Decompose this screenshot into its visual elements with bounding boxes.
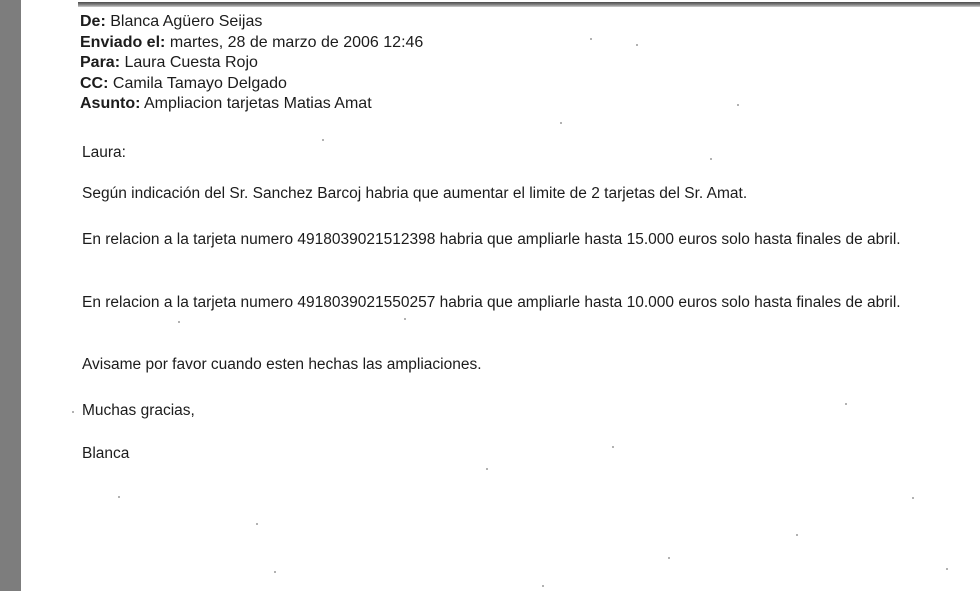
scan-speck <box>178 321 180 323</box>
body-paragraph-4: Avisame por favor cuando esten hechas las ampliaciones. <box>82 356 482 373</box>
scan-speck <box>668 557 670 559</box>
scan-speck <box>737 104 739 106</box>
scan-speck <box>274 571 276 573</box>
subject-line <box>80 94 423 115</box>
from-label: De: <box>80 13 106 30</box>
scan-speck <box>946 568 948 570</box>
to-label: Para: <box>80 54 121 71</box>
email-header <box>80 12 423 115</box>
scan-speck <box>612 446 614 448</box>
body-paragraph-3: En relacion a la tarjeta numero 4918039021550257 habria que ampliarle hasta 10.000 euros solo hasta finales de abril. <box>82 294 901 311</box>
scan-speck <box>912 497 914 499</box>
body-paragraph-1: Según indicación del Sr. Sanchez Barcoj habria que aumentar el limite de 2 tarjetas del Sr. Amat. <box>82 185 748 202</box>
cc-label: CC: <box>80 74 109 92</box>
cc-value: Camila Tamayo Delgado <box>112 74 287 92</box>
subject-value: Ampliacion tarjetas Matias Amat <box>144 95 372 112</box>
to-value: Laura Cuesta Rojo <box>124 54 258 71</box>
sent-label: Enviado el: <box>80 33 166 51</box>
scan-speck <box>845 403 847 405</box>
subject-label: Asunto: <box>80 95 141 112</box>
closing-line: Muchas gracias, <box>82 402 195 419</box>
scan-speck <box>118 496 120 498</box>
to-line <box>80 53 423 74</box>
scan-speck <box>72 411 74 413</box>
scan-speck <box>542 585 544 587</box>
greeting: Laura: <box>82 144 126 161</box>
scan-speck <box>710 158 712 160</box>
scan-speck <box>486 468 488 470</box>
cc-line <box>80 74 423 95</box>
scan-speck <box>322 139 324 141</box>
sent-value: martes, 28 de marzo de 2006 12:46 <box>169 33 424 51</box>
scan-speck <box>796 534 798 536</box>
sent-line <box>80 33 423 54</box>
from-line <box>80 12 423 33</box>
scan-speck <box>636 44 638 46</box>
signature: Blanca <box>82 445 130 462</box>
scan-speck <box>560 122 562 124</box>
scan-speck <box>590 38 592 40</box>
scan-speck <box>404 318 406 320</box>
body-paragraph-2: En relacion a la tarjeta numero 4918039021512398 habria que ampliarle hasta 15.000 euros solo hasta finales de abril. <box>82 231 901 248</box>
from-value: Blanca Agüero Seijas <box>110 13 263 30</box>
scan-speck <box>256 523 258 525</box>
